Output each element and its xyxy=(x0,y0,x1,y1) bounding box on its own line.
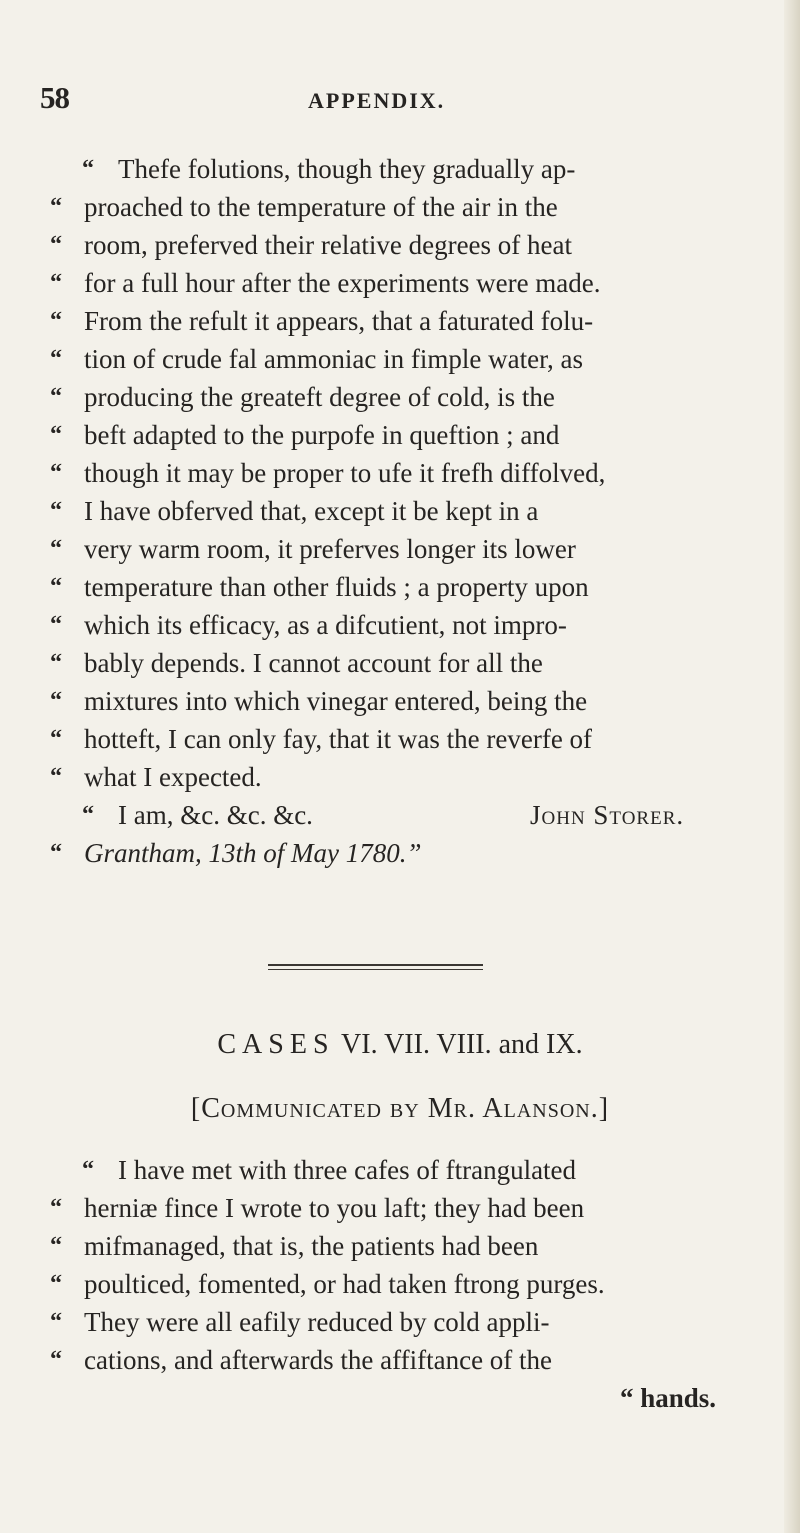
running-head: APPENDIX. xyxy=(308,88,446,113)
line-text: mixtures into which vinegar entered, being the xyxy=(84,686,588,716)
quote-mark: “ xyxy=(50,308,62,334)
line-text: what I expected. xyxy=(84,762,262,792)
line-text: producing the greateft degree of cold, is the xyxy=(84,382,555,412)
quote-mark: “ xyxy=(50,194,62,220)
text-line xyxy=(0,302,800,340)
line-text: herniæ fince I wrote to you laft; they had been xyxy=(84,1193,585,1223)
text-line xyxy=(0,416,800,454)
quote-mark: “ xyxy=(50,1309,62,1335)
text-line xyxy=(0,1265,800,1303)
quote-mark: “ xyxy=(50,498,62,524)
page-header xyxy=(40,80,740,120)
quote-mark: “ xyxy=(50,726,62,752)
quote-mark: “ xyxy=(50,422,62,448)
text-line xyxy=(0,378,800,416)
dateline xyxy=(0,834,800,872)
quote-mark: “ xyxy=(50,1233,62,1259)
line-text: From the refult it appears, that a faturated folu- xyxy=(84,306,594,336)
text-line xyxy=(0,568,800,606)
text-line xyxy=(0,644,800,682)
line-text: beft adapted to the purpofe in queftion ; and xyxy=(84,420,560,450)
line-text: which its efficacy, as a difcutient, not impro- xyxy=(84,610,567,640)
line-text: Thefe folutions, though they gradually ap- xyxy=(118,154,576,184)
text-line xyxy=(0,1151,800,1189)
quote-mark: “ xyxy=(50,840,62,866)
line-text: I have met with three cafes of ftrangulated xyxy=(118,1155,577,1185)
quote-mark: “ xyxy=(50,1271,62,1297)
line-text: mifmanaged, that is, the patients had been xyxy=(84,1231,539,1261)
quote-mark: “ xyxy=(50,764,62,790)
line-text: for a full hour after the experiments were made. xyxy=(84,268,601,298)
line-text: very warm room, it preferves longer its lower xyxy=(84,534,576,564)
line-text: hotteft, I can only fay, that it was the reverfe of xyxy=(84,724,593,754)
line-text: tion of crude fal ammoniac in fimple water, as xyxy=(84,344,583,374)
quote-mark: “ xyxy=(82,1157,94,1183)
line-text: though it may be proper to ufe it frefh diffolved, xyxy=(84,458,606,488)
quote-mark: “ xyxy=(50,460,62,486)
line-text: bably depends. I cannot account for all the xyxy=(84,648,543,678)
closing-line xyxy=(0,796,800,834)
text-line xyxy=(0,606,800,644)
letter-body xyxy=(0,150,800,872)
section-title-cases: CASES xyxy=(217,1029,335,1060)
line-text: I have obferved that, except it be kept in a xyxy=(84,496,539,526)
text-line xyxy=(0,530,800,568)
text-line xyxy=(0,340,800,378)
quote-mark: “ xyxy=(50,1195,62,1221)
text-line xyxy=(0,150,800,188)
signature-name: John Storer. xyxy=(530,800,685,830)
text-line xyxy=(0,758,800,796)
quote-mark: “ xyxy=(50,1347,62,1373)
letter2-body xyxy=(0,1151,800,1417)
quote-mark: “ xyxy=(50,232,62,258)
text-line xyxy=(0,1227,800,1265)
quote-mark: “ xyxy=(50,536,62,562)
quote-mark: “ xyxy=(50,346,62,372)
quote-mark: “ xyxy=(50,612,62,638)
quote-mark: “ xyxy=(50,384,62,410)
section-divider xyxy=(268,964,483,973)
text-line xyxy=(0,188,800,226)
line-text: cations, and afterwards the affiftance of the xyxy=(84,1345,553,1375)
text-line xyxy=(0,720,800,758)
text-line xyxy=(0,226,800,264)
quote-mark: “ xyxy=(50,270,62,296)
quote-mark: “ xyxy=(50,688,62,714)
section-title xyxy=(0,1026,800,1064)
text-line xyxy=(0,264,800,302)
divider-rule xyxy=(268,964,483,966)
divider-rule xyxy=(268,969,483,970)
quote-mark: “ xyxy=(82,802,94,828)
line-text: proached to the temperature of the air in the xyxy=(84,192,558,222)
text-line xyxy=(0,454,800,492)
closing-text: I am, &c. &c. &c. xyxy=(118,800,313,830)
communicated-line: [Communicated by Mr. Alanson.] xyxy=(190,1093,610,1124)
text-line xyxy=(0,1189,800,1227)
dateline-text: Grantham, 13th of May 1780.” xyxy=(84,838,422,868)
catchword-line xyxy=(0,1379,800,1417)
line-text: They were all eafily reduced by cold appli- xyxy=(84,1307,550,1337)
quote-mark: “ xyxy=(82,156,94,182)
quote-mark: “ xyxy=(50,574,62,600)
line-text: room, preferved their relative degrees of heat xyxy=(84,230,573,260)
catchword: “ hands. xyxy=(620,1383,717,1413)
text-line xyxy=(0,1341,800,1379)
text-line xyxy=(0,1303,800,1341)
section-title-numbers: VI. VII. VIII. and IX. xyxy=(341,1029,583,1060)
line-text: temperature than other fluids ; a property upon xyxy=(84,572,589,602)
line-text: poulticed, fomented, or had taken ftrong purges. xyxy=(84,1269,605,1299)
quote-mark: “ xyxy=(50,650,62,676)
text-line xyxy=(0,492,800,530)
text-line xyxy=(0,682,800,720)
page-number: 58 xyxy=(40,80,69,115)
